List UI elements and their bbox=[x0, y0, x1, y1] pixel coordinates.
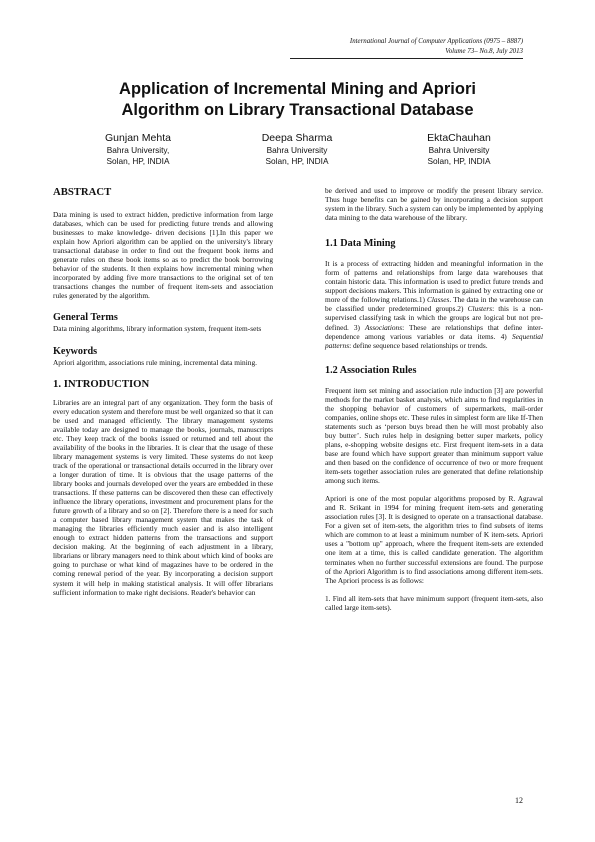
general-terms-heading: General Terms bbox=[53, 312, 118, 324]
associations-term: Associations bbox=[364, 322, 403, 332]
data-mining-text-c: : this is a non-supervised classifying task in which the groups are logical but not pre-defined. 3) bbox=[325, 304, 543, 332]
journal-volume: Volume 73– No.8, July 2013 bbox=[445, 48, 523, 55]
author-affiliation: Bahra University, bbox=[106, 145, 170, 155]
introduction-continued-text: be derived and used to improve or modify the present library service. Thus huge benefits can be gained by incorporating a decision support system in the library. Such a system can only be implemented by applying data mining to the data warehouse of the library. bbox=[325, 186, 543, 223]
journal-name: International Journal of Computer Applications (0975 – 8887) bbox=[349, 38, 523, 45]
abstract-text: Data mining is used to extract hidden, predictive information from large databases, which can be used for predicting future trends and allowing businesses to make knowledge- driven decisions [1].In this paper we explain how Apriori algorithm can be applied on the university's library transactional database in order to find out the frequent book items and generate rules on these book items so as to predict the book borrowing behavior of the students. It then explains how incremental mining when incorporated by adding five more transactions to the original set of ten transactions changes the number of frequent item-sets and association rules generated by the algorithm. bbox=[53, 210, 273, 301]
data-mining-text-d: : These are relationships that define inter-dependence among various variables or data items. 4) bbox=[325, 322, 543, 341]
header-rule bbox=[290, 58, 523, 59]
author-affiliation: Bahra University bbox=[266, 145, 328, 155]
right-column bbox=[325, 186, 543, 612]
sequential-patterns-term: Sequential patterns bbox=[325, 331, 543, 350]
page-number: 12 bbox=[515, 796, 523, 805]
keywords-text: Apriori algorithm, associations rule mining, incremental data mining. bbox=[53, 357, 257, 367]
data-mining-text-e: : define sequence based relationships or trends. bbox=[349, 340, 488, 350]
data-mining-text bbox=[325, 259, 543, 349]
abstract-heading: ABSTRACT bbox=[53, 186, 112, 198]
author-location: Solan, HP, INDIA bbox=[265, 155, 329, 166]
keywords-heading: Keywords bbox=[53, 345, 98, 357]
paper-title bbox=[60, 79, 535, 121]
journal-header bbox=[350, 37, 523, 57]
author-location: Solan, HP, INDIA bbox=[106, 155, 170, 166]
author-name: EktaChauhan bbox=[427, 132, 491, 144]
author-2 bbox=[222, 131, 372, 166]
classes-term: Classes bbox=[426, 295, 450, 305]
association-rules-heading: 1.2 Association Rules bbox=[325, 364, 417, 376]
author-1 bbox=[63, 131, 213, 166]
author-name: Gunjan Mehta bbox=[105, 132, 171, 144]
association-rules-para-1: Frequent item set mining and association rule induction [3] are powerful methods for the market basket analysis, which aims to find regularities in the shopping behavior of customers of supermarkets, mail-order companies, online shops etc. These rules in simplest form are like If-Then statements such as ‘person buys bread then he will most probably also buy butter’. Such rules help in designing better super markets, policy plans, e-shopping website designs etc. First frequent item-sets in a data base are found which have support greater than minimum support value and then based on the confidence of occurrence of two or more frequent item-sets together association rules are generated that define relationship among such items. bbox=[325, 385, 543, 486]
author-location: Solan, HP, INDIA bbox=[427, 155, 491, 166]
association-rules-para-3: 1. Find all item-sets that have minimum support (frequent item-sets, also called large item-sets). bbox=[325, 593, 543, 612]
title-line-1: Application of Incremental Mining and Apriori bbox=[119, 80, 476, 98]
introduction-heading: 1. INTRODUCTION bbox=[53, 377, 150, 390]
author-affiliation: Bahra University bbox=[428, 145, 490, 155]
data-mining-text-a: It is a process of extracting hidden and meaningful information in the form of patterns and relationships from large data warehouses that contain historic data. This information is used to predict future trends and support decisions makers. This information is gained by extracting one or more of the following relations.1) bbox=[325, 259, 543, 305]
general-terms-text: Data mining algorithms, library information system, frequent item-sets bbox=[53, 324, 262, 334]
data-mining-text-b: . The data in the warehouse can be classified under predetermined groups.2) bbox=[325, 295, 543, 314]
clusters-term: Clusters bbox=[467, 304, 493, 314]
data-mining-heading: 1.1 Data Mining bbox=[325, 238, 396, 250]
author-3 bbox=[384, 131, 534, 166]
left-column bbox=[53, 186, 273, 597]
title-line-2: Algorithm on Library Transactional Database bbox=[121, 101, 474, 119]
introduction-text: Libraries are an integral part of any organization. They form the basis of every education system and therefore must be well organized so that it can be used and managed efficiently. The library management systems available today are designed to manage the books, journals, manuscripts etc. They keep track of the books issued or returned and tell about the availability of the books in the libraries. It is clear that the usage of these library management systems is very limited. These systems do not keep track of the operational or transactional details occurred in the library over a longer duration of time. It is obvious that the usage patterns of the library books and journals developed over the years are embedded in these transactions. If these patterns can be discovered then these can effectively influence the library operations, investment and procurement plans for the future growth of a library and so on [2]. Therefore there is a need for such a computer based library management system that makes the task of managing the libraries efficiently much easier and is also intelligent enough to extract hidden patterns from the transactions and support decision making. At the beginning of each adjustment in a library, librarians or library managers need to think about which kind of books are going to purchase or what kind of magazines have to be ordered in the coming renewal period of the year. By incorporating a decision support system it will help in making statistical analysis. It will offer librarians sufficient information to make right decisions. Reader's behavior can bbox=[53, 397, 273, 597]
author-name: Deepa Sharma bbox=[261, 132, 333, 144]
association-rules-para-2: Apriori is one of the most popular algorithms proposed by R. Agrawal and R. Srikant in 1994 for mining frequent item-sets and generating association rules [3]. It is designed to operate on a transactional database. For a given set of item-sets, the algorithm tries to find subsets of items which are common to at least a minimum number of K item-sets. Apriori uses a "bottom up" approach, where the frequent item-sets are extended one item at a time, this is called candidate generation. The algorithm terminates when no further successful extensions are found. The purpose of the Apriori Algorithm is to find associations among different item-sets. The Apriori process is as follows: bbox=[325, 494, 543, 585]
